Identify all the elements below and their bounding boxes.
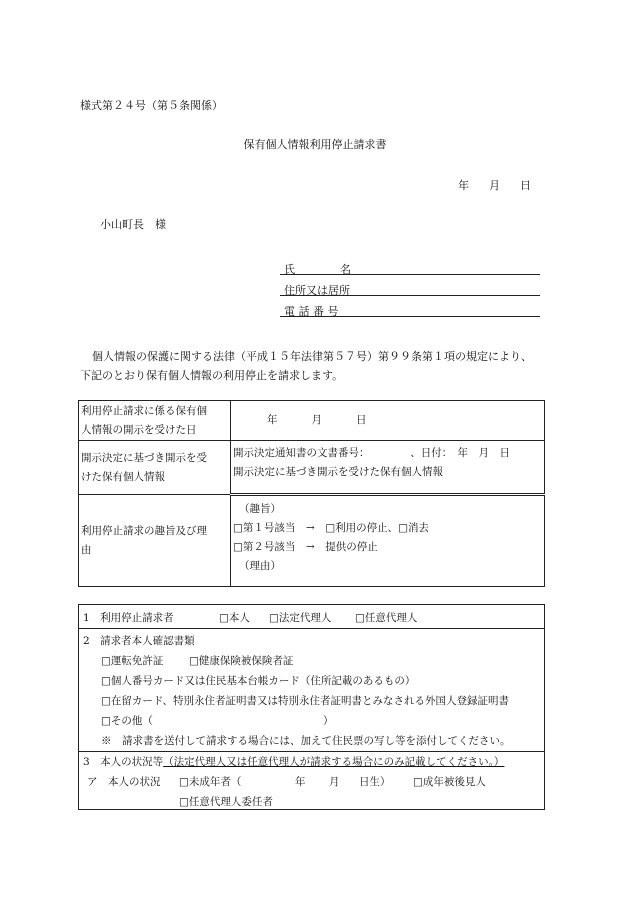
requester-name-field[interactable]: [280, 259, 540, 275]
checkbox-residence-card[interactable]: □在留カード、特別永住者証明書又は特別永住者証明書とみなされる外国人登録証明書: [101, 695, 509, 707]
intro-text: [80, 347, 550, 385]
form-number: 様式第２４号（第５条関係）: [80, 99, 223, 112]
checkbox-adult-ward[interactable]: □成年被後見人: [413, 776, 486, 788]
date-line: [458, 180, 531, 191]
doc-date-label: 、日付： 年 月 日: [410, 447, 510, 459]
section3-note: （法定代理人又は任意代理人が請求する場合にのみ記載してください。）: [163, 756, 505, 768]
checkbox-voluntary-agent[interactable]: □任意代理人: [355, 612, 418, 624]
doc-number-label: 開示決定通知書の文書番号：: [233, 447, 365, 459]
checkbox-self[interactable]: □本人: [219, 612, 250, 624]
disclosed-date-label: 利用停止請求に係る保有個 人情報の開示を受けた日: [79, 401, 231, 441]
section1-title: 1 利用停止請求者: [83, 612, 174, 624]
requester-address-field[interactable]: [280, 280, 540, 296]
intro-line-2: 下記のとおり保有個人情報の利用停止を請求します。: [80, 369, 344, 382]
checkbox-health-insurance[interactable]: □健康保険被保険者証: [189, 655, 294, 667]
minor-year: 年: [295, 776, 306, 788]
name-label-2: 名: [340, 263, 351, 276]
item-a-label: ア 本人の状況: [87, 776, 161, 788]
intro-line-1: 個人情報の保護に関する法律（平成１５年法律第５７号）第９９条第１項の規定により、: [92, 350, 532, 363]
checkbox-minor[interactable]: □未成年者（: [179, 776, 242, 788]
minor-born: 日生）: [359, 776, 391, 788]
purpose-reason-label: 利用停止請求の趣旨及び理 由: [79, 495, 231, 587]
date-month: 月: [489, 179, 500, 192]
phone-label: 電 話 番 号: [284, 305, 339, 318]
name-label-1: 氏: [284, 263, 295, 276]
checkbox-voluntary-principal[interactable]: □任意代理人委任者: [179, 796, 273, 808]
date-year: 年: [458, 179, 469, 192]
disclosed-info-text: 開示決定に基づき開示を受けた保有個人情報: [233, 466, 443, 478]
option-item-2[interactable]: □第２号該当 → 提供の停止: [233, 541, 378, 553]
checkbox-mynumber-card[interactable]: □個人番号カード又は住民基本台帳カード（住所記載のあるもの）: [101, 675, 416, 687]
minor-month: 月: [329, 776, 340, 788]
checkbox-other[interactable]: □その他（: [101, 715, 153, 727]
address-label: 住所又は居所: [284, 284, 350, 297]
request-table: [78, 400, 545, 587]
requester-details-box: [78, 604, 545, 810]
disclosed-date-field[interactable]: 年 月 日: [231, 401, 545, 441]
page-title: 保有個人情報利用停止請求書: [243, 138, 387, 151]
section3-title: 3 本人の状況等（法定代理人又は任意代理人が請求する場合にのみ記載してください。）: [83, 756, 505, 768]
requester-phone-field[interactable]: [280, 301, 540, 317]
disclosed-info-label: 開示決定に基づき開示を受 けた保有個人情報: [79, 441, 231, 495]
note-text: ※ 請求書を送付して請求する場合には、加えて住民票の写し等を添付してください。: [101, 735, 511, 747]
checkbox-drivers-license[interactable]: □運転免許証: [101, 655, 164, 667]
reason-heading: （理由）: [239, 560, 281, 572]
other-close-paren: ）: [323, 715, 334, 727]
option-item-1[interactable]: □第１号該当 → □利用の停止、□消去: [233, 522, 430, 534]
date-day: 日: [520, 179, 531, 192]
disclosed-info-field[interactable]: [231, 441, 545, 495]
section2-title: 2 請求者本人確認書類: [83, 635, 195, 647]
purpose-heading: （趣旨）: [239, 503, 281, 515]
addressee: 小山町長 様: [100, 218, 166, 231]
purpose-reason-field[interactable]: [231, 495, 545, 587]
checkbox-legal-agent[interactable]: □法定代理人: [269, 612, 332, 624]
